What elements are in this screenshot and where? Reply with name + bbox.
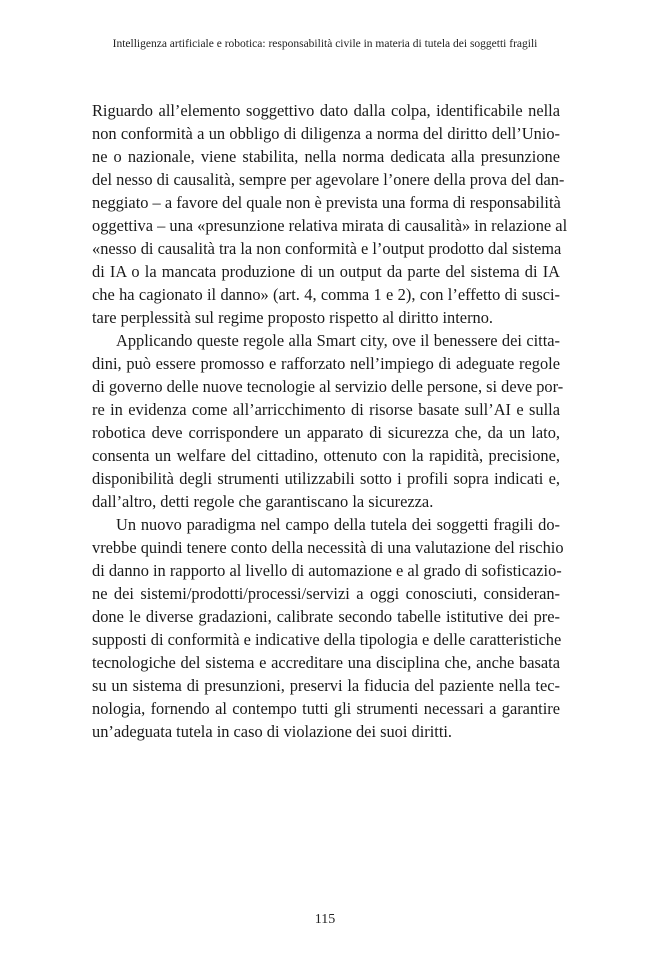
paragraph-1-line: neggiato – a favore del quale non è prevista una forma di responsabilità bbox=[92, 193, 561, 212]
paragraph-2-line: di governo delle nuove tecnologie al servizio delle persone, si deve por- bbox=[92, 377, 564, 396]
paragraph-1-line: che ha cagionato il danno» (art. 4, comma 1 e 2), con l’effetto di susci- bbox=[92, 285, 560, 304]
paragraph-2-line: dall’altro, detti regole che garantiscano la sicurezza. bbox=[92, 492, 434, 511]
page-number: 115 bbox=[314, 912, 336, 927]
paragraph-1-line: di IA o la mancata produzione di un output da parte del sistema di IA bbox=[92, 262, 560, 281]
paragraph-3-line: done le diverse gradazioni, calibrate secondo tabelle istitutive dei pre- bbox=[92, 607, 560, 626]
paragraph-2-line: dini, può essere promosso e rafforzato nell’impiego di adeguate regole bbox=[92, 354, 560, 373]
paragraph-2-line: Applicando queste regole alla Smart city, ove il benessere dei citta- bbox=[116, 331, 560, 350]
paragraph-3-line: un’adeguata tutela in caso di violazione dei suoi diritti. bbox=[92, 722, 453, 741]
paragraph-2-line: consenta un welfare del cittadino, ottenuto con la rapidità, precisione, bbox=[92, 446, 560, 465]
paragraph-1-line: ne o nazionale, viene stabilita, nella norma dedicata alla presunzione bbox=[92, 147, 560, 166]
paragraph-3-line: Un nuovo paradigma nel campo della tutela dei soggetti fragili do- bbox=[116, 515, 560, 534]
paragraph-3-line: ne dei sistemi/prodotti/processi/servizi a oggi conosciuti, consideran- bbox=[92, 584, 560, 603]
running-header: Intelligenza artificiale e robotica: responsabilità civile in materia di tutela dei soggetti fragili bbox=[112, 38, 538, 50]
paragraph-2-line: robotica deve corrispondere un apparato di sicurezza che, da un lato, bbox=[92, 423, 560, 442]
paragraph-3-line: su un sistema di presunzioni, preservi la fiducia del paziente nella tec- bbox=[92, 676, 560, 695]
paragraph-3-line: tecnologiche del sistema e accreditare una disciplina che, anche basata bbox=[92, 653, 560, 672]
paragraph-1-line: oggettiva – una «presunzione relativa mirata di causalità» in relazione al bbox=[92, 216, 568, 235]
paragraph-1-line: tare perplessità sul regime proposto rispetto al diritto interno. bbox=[92, 308, 494, 327]
paragraph-1-line: «nesso di causalità tra la non conformità e l’output prodotto dal sistema bbox=[92, 239, 562, 258]
paragraph-3-line: supposti di conformità e indicative della tipologia e delle caratteristiche bbox=[92, 630, 562, 649]
paragraph-3-line: di danno in rapporto al livello di automazione e al grado di sofisticazio- bbox=[92, 561, 562, 580]
body-text bbox=[92, 99, 568, 743]
paragraph-3-line: vrebbe quindi tenere conto della necessità di una valutazione del rischio bbox=[92, 538, 564, 557]
paragraph-1-line: non conformità a un obbligo di diligenza a norma del diritto dell’Unio- bbox=[92, 124, 560, 143]
paragraph-1-line: Riguardo all’elemento soggettivo dato dalla colpa, identificabile nella bbox=[92, 101, 560, 120]
paragraph-3-line: nologia, fornendo al contempo tutti gli strumenti necessari a garantire bbox=[92, 699, 560, 718]
paragraph-1-line: del nesso di causalità, sempre per agevolare l’onere della prova del dan- bbox=[92, 170, 565, 189]
paragraph-2-line: re in evidenza come all’arricchimento di risorse basate sull’AI e sulla bbox=[92, 400, 560, 419]
paragraph-2-line: disponibilità degli strumenti utilizzabili sotto i profili sopra indicati e, bbox=[92, 469, 560, 488]
